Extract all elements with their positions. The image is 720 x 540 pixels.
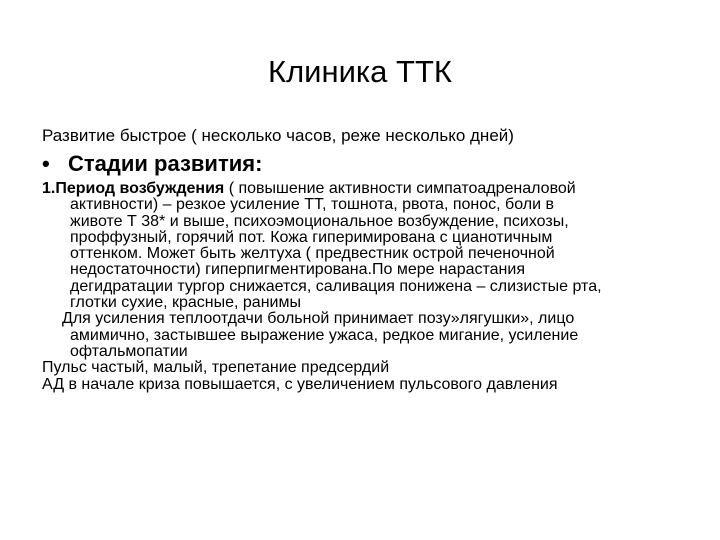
slide-body <box>42 181 692 393</box>
period-line: ( повышение активности симпатоадреналовой <box>224 180 576 197</box>
onset-text: Развитие быстрое ( несколько часов, реже несколько дней) <box>42 126 514 145</box>
excitation-period-paragraph <box>42 181 692 311</box>
stages-heading <box>42 151 262 177</box>
stages-heading-text: Стадии развития: <box>68 151 263 176</box>
period-line: животе Т 38* и выше, психоэмоциональное возбуждение, психозы, <box>70 212 569 230</box>
period-line: оттенком. Может быть желтуха ( предвестник острой печеночной <box>70 245 555 263</box>
period-line: проффузный, горячий пот. Кожа гиперимирована с цианотичным <box>70 228 553 246</box>
face-line: Для усиления теплоотдачи больной принимает позу»лягушки», лицо <box>62 310 575 328</box>
face-line: офтальмопатии <box>70 342 188 360</box>
period-line: активности) – резкое усиление ТТ, тошнота, рвота, понос, боли в <box>70 196 554 214</box>
slide-title: Клиника ТТК <box>268 54 452 89</box>
period-line: недостаточности) гиперпигментирована.По мере нарастания <box>70 261 525 279</box>
pulse-text: Пульс частый, малый, трепетание предсердий <box>42 359 390 377</box>
bullet-icon: • <box>42 151 50 176</box>
blood-pressure-text: АД в начале криза повышается, с увеличением пульсового давления <box>42 375 558 393</box>
period-line: дегидратации тургор снижается, саливация понижена – слизистые рта, <box>70 277 602 295</box>
face-paragraph <box>42 311 692 360</box>
face-line: амимично, застывшее выражение ужаса, редкое мигание, усиление <box>70 326 579 344</box>
excitation-period-label: 1.Период возбуждения <box>42 180 225 197</box>
period-line: глотки сухие, красные, ранимы <box>70 294 301 312</box>
